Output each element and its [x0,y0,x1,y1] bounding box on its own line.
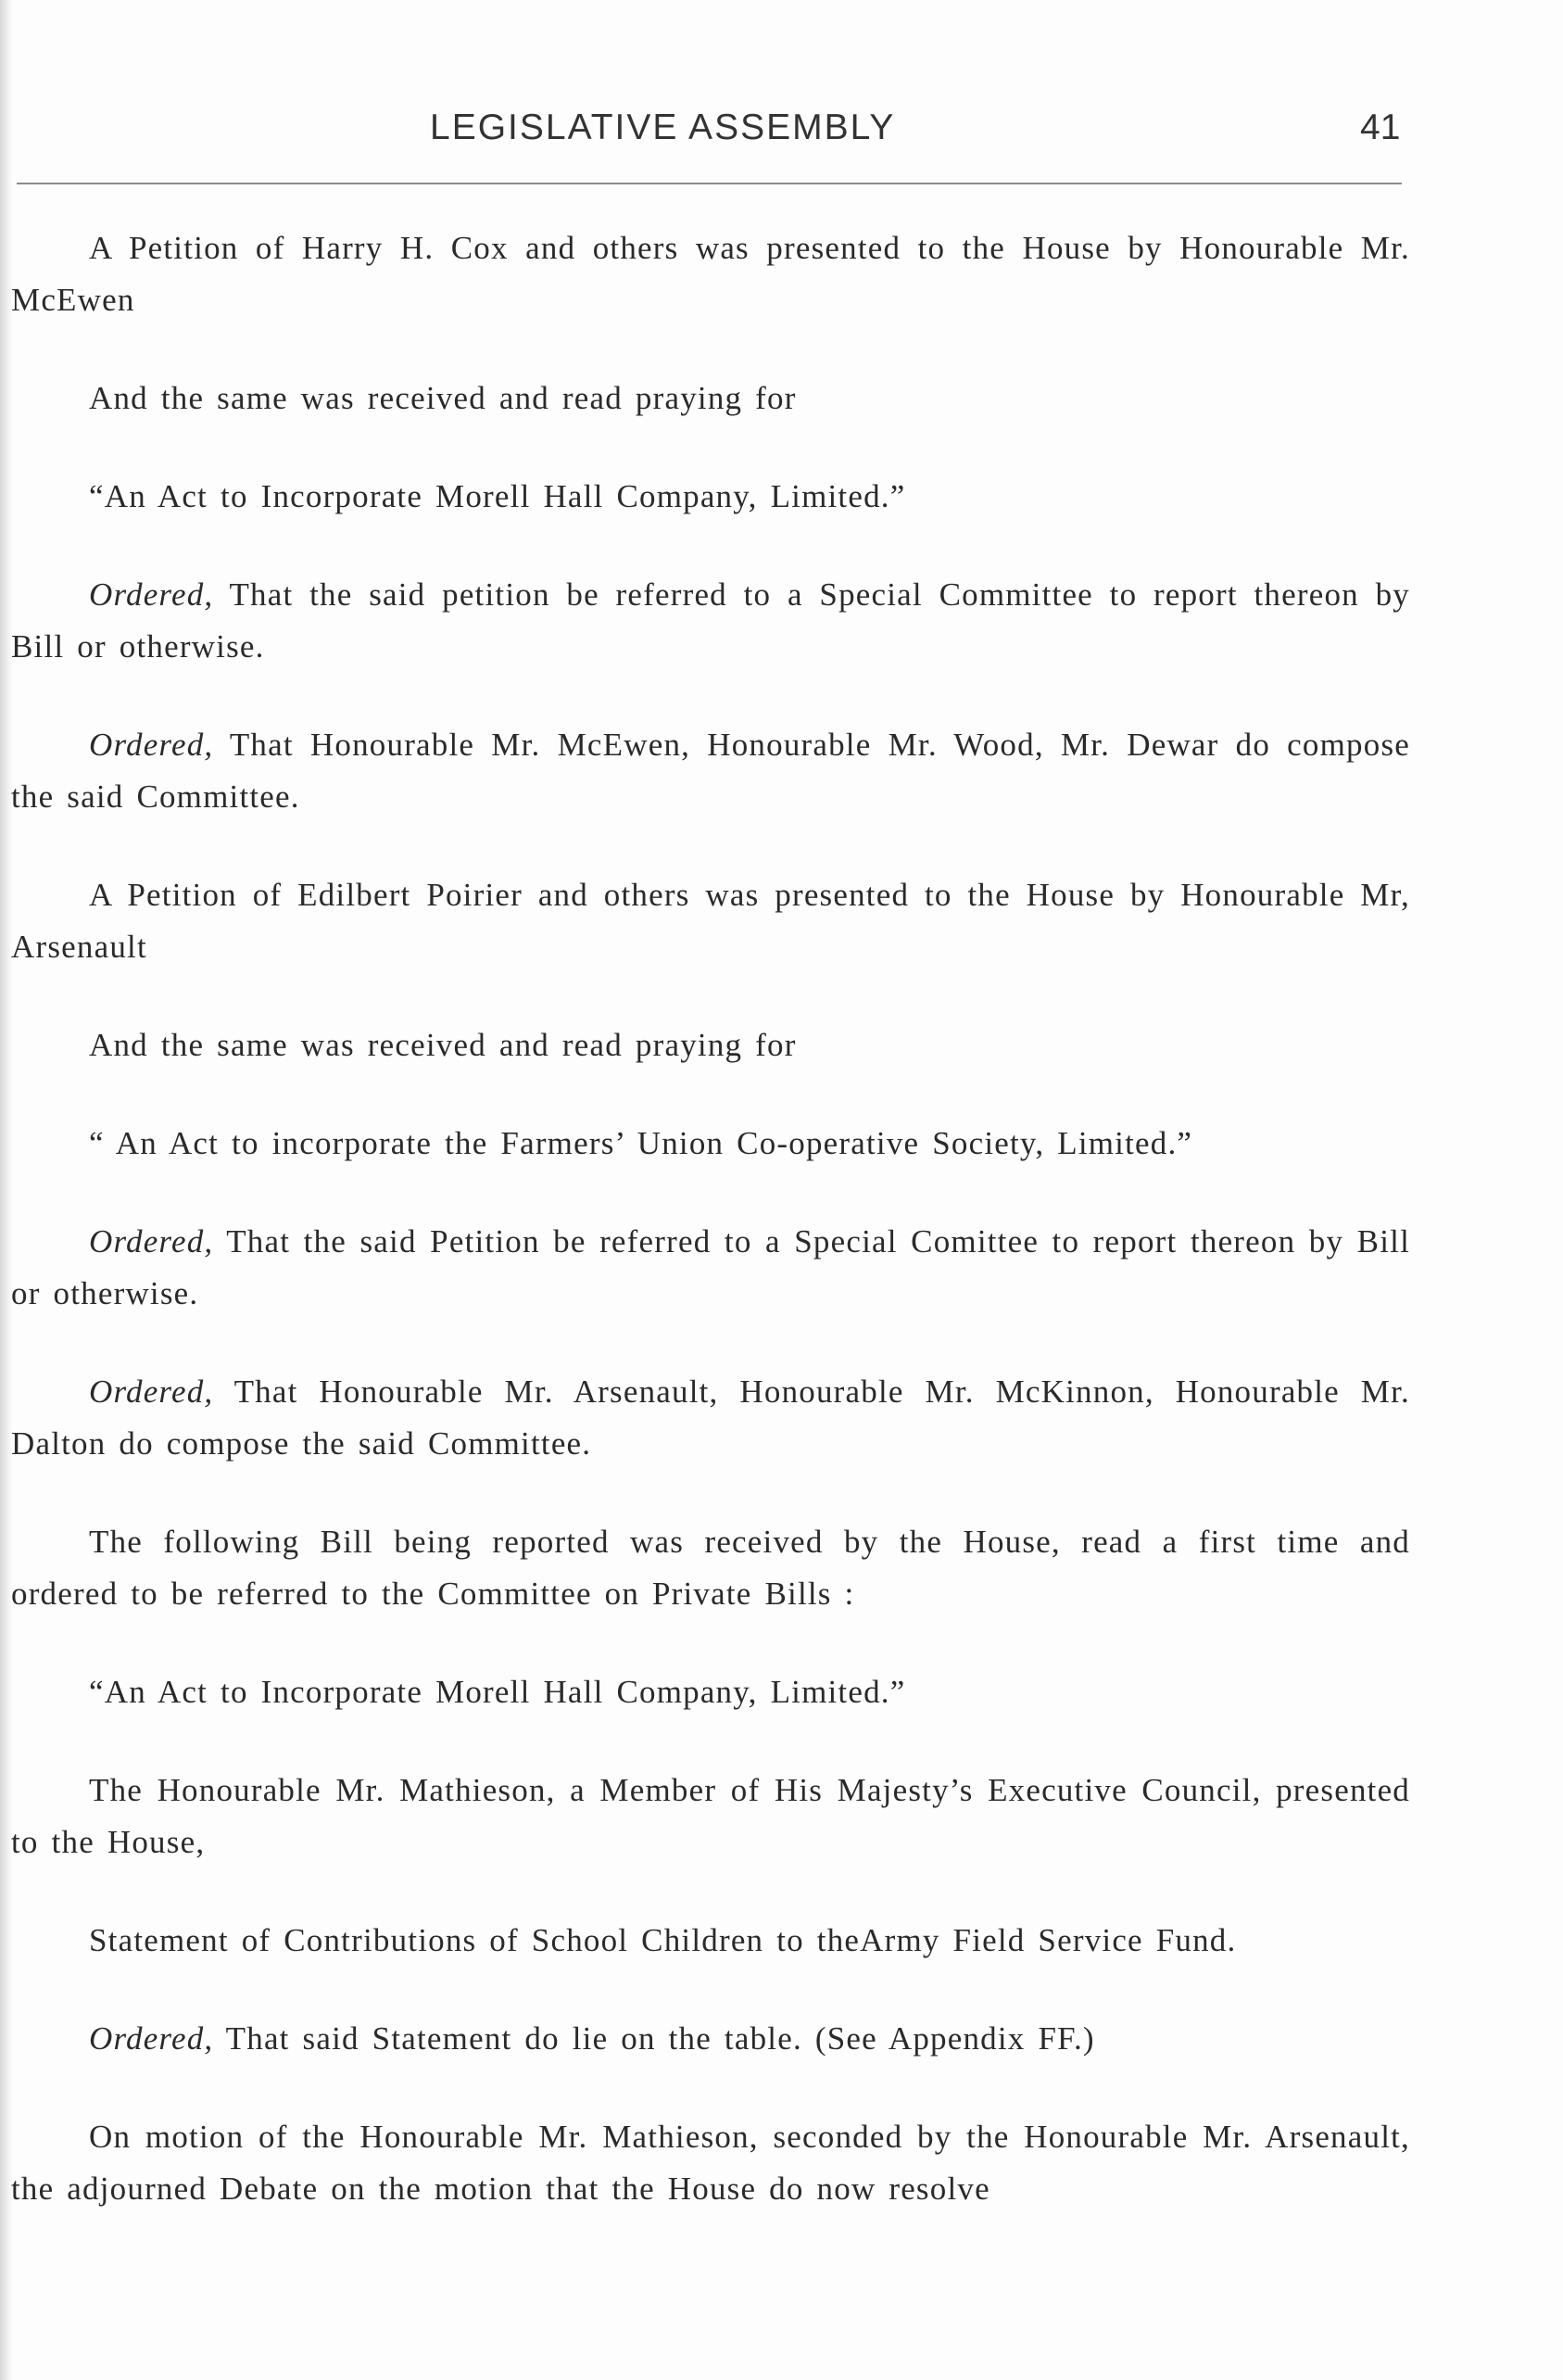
paragraph-text: That Honourable Mr. McEwen, Honourable Mr. Wood, Mr. Dewar do compose the said Committee. [11,727,1410,815]
ordered-lead: Ordered, [89,727,214,763]
paragraph-text: “ An Act to incorporate the Farmers’ Union Co-operative Society, Limited.” [89,1125,1193,1161]
ordered-lead: Ordered, [89,2020,214,2057]
paragraph-text: A Petition of Edilbert Poirier and others was presented to the House by Honourable Mr, Arsenault [11,877,1410,965]
paragraph-text: “An Act to Incorporate Morell Hall Company, Limited.” [89,1674,906,1710]
paragraph-ordered-referred [11,569,1410,673]
paragraph-ordered-committee [11,719,1410,823]
page-number: 41 [1360,108,1401,147]
paragraph-text: A Petition of Harry H. Cox and others was presented to the House by Honourable Mr. McEwen [11,230,1410,318]
paragraph-petition-cox [11,222,1410,326]
paragraph-text: That the said Petition be referred to a Special Comittee to report thereon by Bill or otherwise. [11,1223,1410,1311]
ordered-lead: Ordered, [89,576,214,613]
paragraph-petition-poirier [11,869,1410,973]
paragraph-text: And the same was received and read praying for [89,1027,797,1063]
paragraph-statement [11,1915,1410,1967]
paragraph-act-title-2 [11,1118,1410,1170]
paragraph-act-title-3 [11,1666,1410,1718]
header-rule [17,183,1402,184]
paragraph-text: And the same was received and read praying for [89,380,797,416]
paragraph-ordered-committee-2 [11,1366,1410,1470]
paragraph-text: That Honourable Mr. Arsenault, Honourable Mr. McKinnon, Honourable Mr. Dalton do compose the said Committee. [11,1374,1410,1462]
paragraph-ordered-referred-2 [11,1216,1410,1320]
paragraph-received-praying [11,373,1410,424]
paragraph-bill-reported [11,1516,1410,1620]
running-header [0,108,1563,163]
paragraph-act-title [11,471,1410,523]
header-title: LEGISLATIVE ASSEMBLY [430,108,896,147]
paragraph-mathieson-presented [11,1765,1410,1868]
paragraph-text: That said Statement do lie on the table. (See Appendix FF.) [213,2020,1095,2057]
ordered-lead: Ordered, [89,1374,214,1410]
paragraph-text: The following Bill being reported was received by the House, read a first time and ordered to be referred to the Committee on Private Bills : [11,1524,1410,1612]
paragraph-text: That the said petition be referred to a Special Committee to report thereon by Bill or otherwise. [11,576,1410,665]
journal-body [11,222,1410,2261]
paragraph-motion [11,2111,1410,2215]
paragraph-text: The Honourable Mr. Mathieson, a Member of His Majesty’s Executive Council, presented to the House, [11,1772,1410,1860]
paragraph-received-praying-2 [11,1019,1410,1071]
paragraph-text: “An Act to Incorporate Morell Hall Company, Limited.” [89,478,906,514]
paragraph-text: On motion of the Honourable Mr. Mathieson, seconded by the Honourable Mr. Arsenault, the adjourned Debate on the motion that the House do now resolve [11,2119,1410,2207]
ordered-lead: Ordered, [89,1223,214,1260]
paragraph-text: Statement of Contributions of School Children to theArmy Field Service Fund. [89,1922,1237,1958]
paragraph-ordered-table [11,2013,1410,2065]
